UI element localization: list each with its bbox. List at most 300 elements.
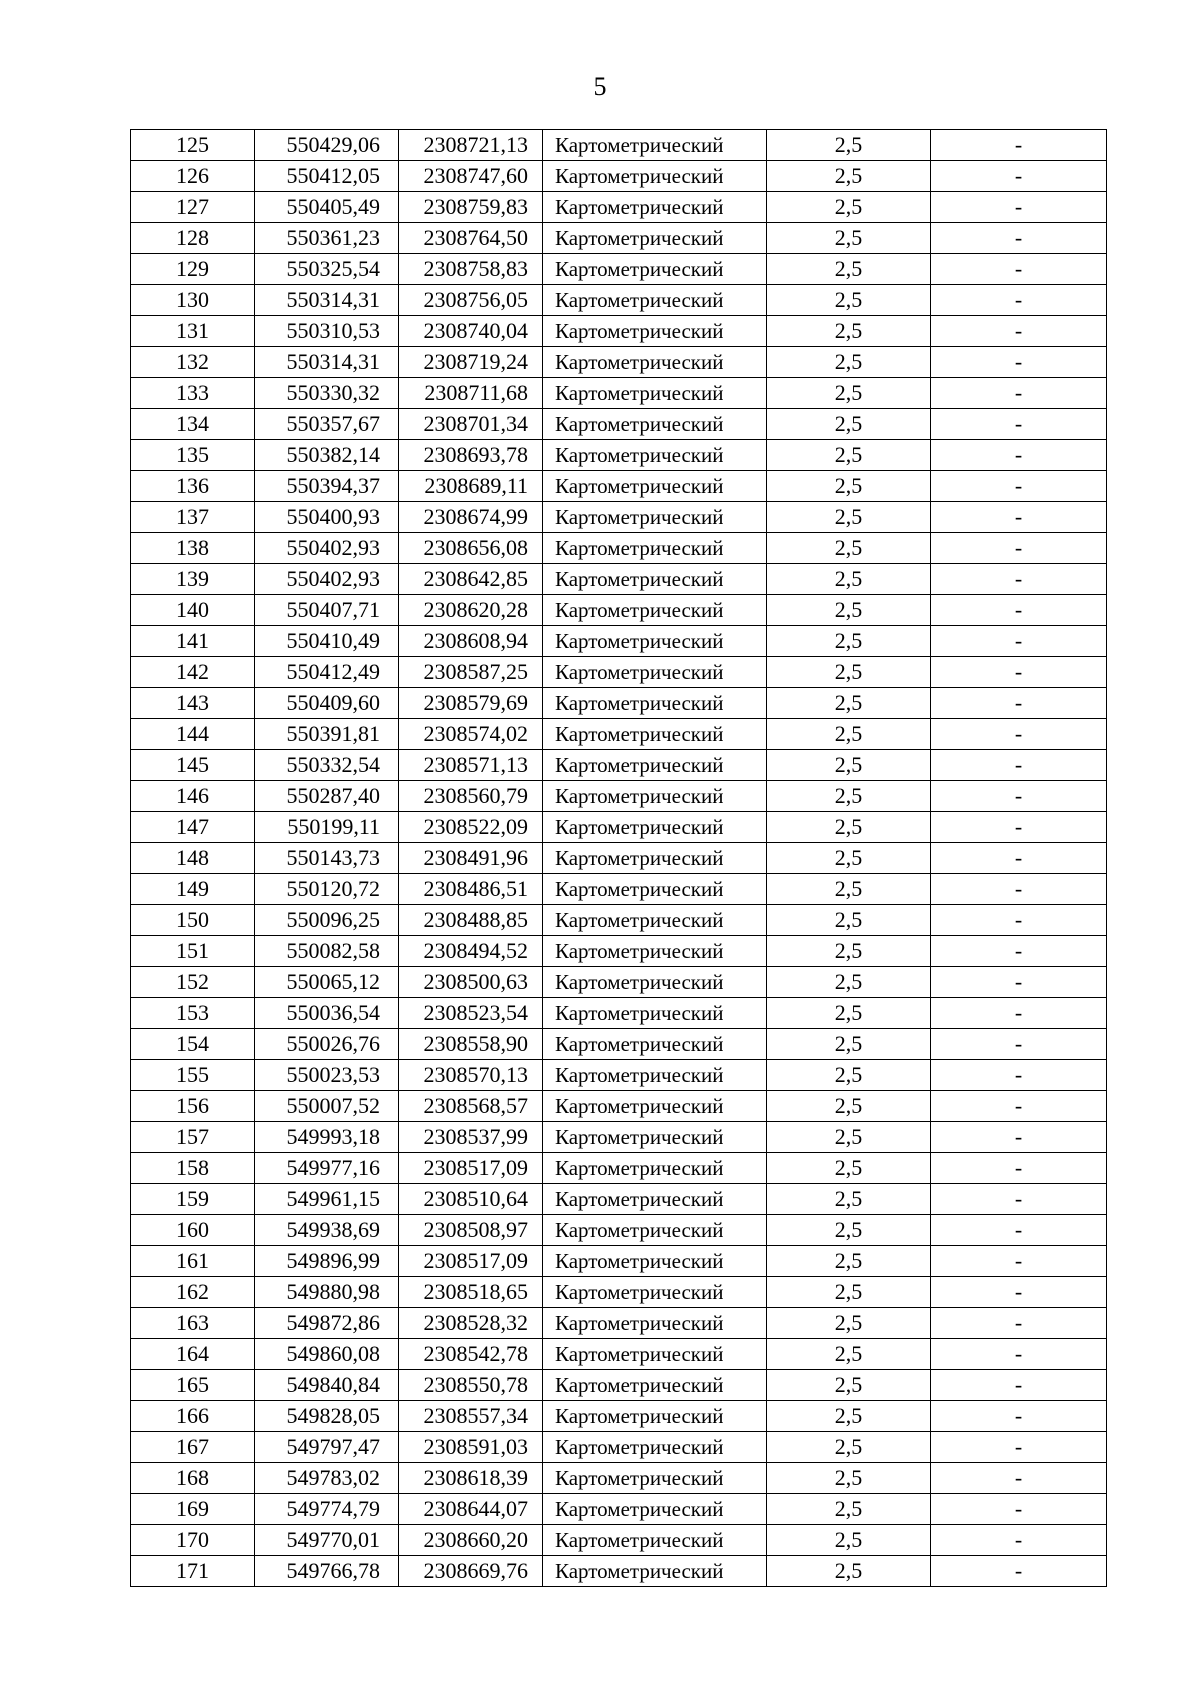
method-cell: Картометрический xyxy=(543,688,767,719)
note-cell: - xyxy=(931,812,1107,843)
point-number-cell: 131 xyxy=(131,316,255,347)
table-row xyxy=(131,1370,1107,1401)
note-cell: - xyxy=(931,1556,1107,1587)
y-coordinate-cell: 2308550,78 xyxy=(399,1370,543,1401)
note-cell: - xyxy=(931,409,1107,440)
table-row xyxy=(131,1308,1107,1339)
method-cell: Картометрический xyxy=(543,1091,767,1122)
y-coordinate-cell: 2308719,24 xyxy=(399,347,543,378)
x-coordinate-cell: 549783,02 xyxy=(255,1463,399,1494)
y-coordinate-cell: 2308570,13 xyxy=(399,1060,543,1091)
note-cell: - xyxy=(931,471,1107,502)
note-cell: - xyxy=(931,254,1107,285)
method-cell: Картометрический xyxy=(543,223,767,254)
x-coordinate-cell: 550409,60 xyxy=(255,688,399,719)
accuracy-cell: 2,5 xyxy=(767,440,931,471)
table-row xyxy=(131,967,1107,998)
accuracy-cell: 2,5 xyxy=(767,1370,931,1401)
point-number-cell: 168 xyxy=(131,1463,255,1494)
table-row xyxy=(131,316,1107,347)
x-coordinate-cell: 550082,58 xyxy=(255,936,399,967)
method-cell: Картометрический xyxy=(543,1215,767,1246)
table-row xyxy=(131,223,1107,254)
method-cell: Картометрический xyxy=(543,378,767,409)
point-number-cell: 128 xyxy=(131,223,255,254)
x-coordinate-cell: 550023,53 xyxy=(255,1060,399,1091)
method-cell: Картометрический xyxy=(543,192,767,223)
y-coordinate-cell: 2308574,02 xyxy=(399,719,543,750)
y-coordinate-cell: 2308510,64 xyxy=(399,1184,543,1215)
method-cell: Картометрический xyxy=(543,1122,767,1153)
y-coordinate-cell: 2308618,39 xyxy=(399,1463,543,1494)
accuracy-cell: 2,5 xyxy=(767,347,931,378)
note-cell: - xyxy=(931,1308,1107,1339)
y-coordinate-cell: 2308660,20 xyxy=(399,1525,543,1556)
method-cell: Картометрический xyxy=(543,626,767,657)
note-cell: - xyxy=(931,1029,1107,1060)
method-cell: Картометрический xyxy=(543,533,767,564)
y-coordinate-cell: 2308557,34 xyxy=(399,1401,543,1432)
x-coordinate-cell: 549872,86 xyxy=(255,1308,399,1339)
x-coordinate-cell: 549828,05 xyxy=(255,1401,399,1432)
accuracy-cell: 2,5 xyxy=(767,161,931,192)
y-coordinate-cell: 2308518,65 xyxy=(399,1277,543,1308)
note-cell: - xyxy=(931,1153,1107,1184)
y-coordinate-cell: 2308693,78 xyxy=(399,440,543,471)
method-cell: Картометрический xyxy=(543,1432,767,1463)
note-cell: - xyxy=(931,316,1107,347)
point-number-cell: 129 xyxy=(131,254,255,285)
point-number-cell: 138 xyxy=(131,533,255,564)
note-cell: - xyxy=(931,440,1107,471)
method-cell: Картометрический xyxy=(543,998,767,1029)
point-number-cell: 133 xyxy=(131,378,255,409)
point-number-cell: 156 xyxy=(131,1091,255,1122)
y-coordinate-cell: 2308558,90 xyxy=(399,1029,543,1060)
y-coordinate-cell: 2308568,57 xyxy=(399,1091,543,1122)
point-number-cell: 144 xyxy=(131,719,255,750)
x-coordinate-cell: 550391,81 xyxy=(255,719,399,750)
x-coordinate-cell: 550407,71 xyxy=(255,595,399,626)
note-cell: - xyxy=(931,223,1107,254)
method-cell: Картометрический xyxy=(543,1029,767,1060)
x-coordinate-cell: 549896,99 xyxy=(255,1246,399,1277)
table-row xyxy=(131,1060,1107,1091)
accuracy-cell: 2,5 xyxy=(767,595,931,626)
note-cell: - xyxy=(931,192,1107,223)
y-coordinate-cell: 2308537,99 xyxy=(399,1122,543,1153)
y-coordinate-cell: 2308644,07 xyxy=(399,1494,543,1525)
x-coordinate-cell: 550007,52 xyxy=(255,1091,399,1122)
method-cell: Картометрический xyxy=(543,564,767,595)
x-coordinate-cell: 549840,84 xyxy=(255,1370,399,1401)
point-number-cell: 166 xyxy=(131,1401,255,1432)
x-coordinate-cell: 549977,16 xyxy=(255,1153,399,1184)
y-coordinate-cell: 2308758,83 xyxy=(399,254,543,285)
x-coordinate-cell: 550096,25 xyxy=(255,905,399,936)
coordinates-table xyxy=(130,129,1107,1587)
y-coordinate-cell: 2308488,85 xyxy=(399,905,543,936)
y-coordinate-cell: 2308747,60 xyxy=(399,161,543,192)
method-cell: Картометрический xyxy=(543,1370,767,1401)
y-coordinate-cell: 2308523,54 xyxy=(399,998,543,1029)
y-coordinate-cell: 2308517,09 xyxy=(399,1246,543,1277)
table-row xyxy=(131,1246,1107,1277)
point-number-cell: 141 xyxy=(131,626,255,657)
accuracy-cell: 2,5 xyxy=(767,1432,931,1463)
note-cell: - xyxy=(931,1339,1107,1370)
point-number-cell: 169 xyxy=(131,1494,255,1525)
point-number-cell: 171 xyxy=(131,1556,255,1587)
table-row xyxy=(131,1122,1107,1153)
accuracy-cell: 2,5 xyxy=(767,130,931,161)
table-row xyxy=(131,781,1107,812)
y-coordinate-cell: 2308587,25 xyxy=(399,657,543,688)
accuracy-cell: 2,5 xyxy=(767,1339,931,1370)
point-number-cell: 142 xyxy=(131,657,255,688)
y-coordinate-cell: 2308689,11 xyxy=(399,471,543,502)
method-cell: Картометрический xyxy=(543,130,767,161)
point-number-cell: 126 xyxy=(131,161,255,192)
point-number-cell: 150 xyxy=(131,905,255,936)
point-number-cell: 152 xyxy=(131,967,255,998)
x-coordinate-cell: 550402,93 xyxy=(255,564,399,595)
accuracy-cell: 2,5 xyxy=(767,1494,931,1525)
point-number-cell: 130 xyxy=(131,285,255,316)
accuracy-cell: 2,5 xyxy=(767,1122,931,1153)
accuracy-cell: 2,5 xyxy=(767,812,931,843)
method-cell: Картометрический xyxy=(543,843,767,874)
y-coordinate-cell: 2308608,94 xyxy=(399,626,543,657)
x-coordinate-cell: 550400,93 xyxy=(255,502,399,533)
point-number-cell: 127 xyxy=(131,192,255,223)
x-coordinate-cell: 550287,40 xyxy=(255,781,399,812)
accuracy-cell: 2,5 xyxy=(767,409,931,440)
method-cell: Картометрический xyxy=(543,967,767,998)
x-coordinate-cell: 549860,08 xyxy=(255,1339,399,1370)
point-number-cell: 151 xyxy=(131,936,255,967)
method-cell: Картометрический xyxy=(543,440,767,471)
point-number-cell: 146 xyxy=(131,781,255,812)
table-row xyxy=(131,1215,1107,1246)
x-coordinate-cell: 550314,31 xyxy=(255,347,399,378)
note-cell: - xyxy=(931,1463,1107,1494)
note-cell: - xyxy=(931,130,1107,161)
method-cell: Картометрический xyxy=(543,471,767,502)
note-cell: - xyxy=(931,936,1107,967)
table-row xyxy=(131,192,1107,223)
accuracy-cell: 2,5 xyxy=(767,657,931,688)
note-cell: - xyxy=(931,1215,1107,1246)
table-row xyxy=(131,936,1107,967)
table-row xyxy=(131,471,1107,502)
point-number-cell: 134 xyxy=(131,409,255,440)
x-coordinate-cell: 550402,93 xyxy=(255,533,399,564)
y-coordinate-cell: 2308656,08 xyxy=(399,533,543,564)
note-cell: - xyxy=(931,1184,1107,1215)
page-number: 5 xyxy=(593,72,607,101)
y-coordinate-cell: 2308759,83 xyxy=(399,192,543,223)
note-cell: - xyxy=(931,1246,1107,1277)
x-coordinate-cell: 549993,18 xyxy=(255,1122,399,1153)
note-cell: - xyxy=(931,595,1107,626)
y-coordinate-cell: 2308571,13 xyxy=(399,750,543,781)
note-cell: - xyxy=(931,161,1107,192)
x-coordinate-cell: 550361,23 xyxy=(255,223,399,254)
point-number-cell: 157 xyxy=(131,1122,255,1153)
x-coordinate-cell: 550429,06 xyxy=(255,130,399,161)
note-cell: - xyxy=(931,1277,1107,1308)
note-cell: - xyxy=(931,285,1107,316)
x-coordinate-cell: 549766,78 xyxy=(255,1556,399,1587)
method-cell: Картометрический xyxy=(543,502,767,533)
point-number-cell: 132 xyxy=(131,347,255,378)
note-cell: - xyxy=(931,719,1107,750)
point-number-cell: 165 xyxy=(131,1370,255,1401)
point-number-cell: 167 xyxy=(131,1432,255,1463)
point-number-cell: 136 xyxy=(131,471,255,502)
method-cell: Картометрический xyxy=(543,254,767,285)
coordinates-table-body xyxy=(131,130,1107,1587)
accuracy-cell: 2,5 xyxy=(767,1029,931,1060)
table-row xyxy=(131,502,1107,533)
method-cell: Картометрический xyxy=(543,1060,767,1091)
x-coordinate-cell: 550325,54 xyxy=(255,254,399,285)
accuracy-cell: 2,5 xyxy=(767,1401,931,1432)
accuracy-cell: 2,5 xyxy=(767,316,931,347)
method-cell: Картометрический xyxy=(543,1401,767,1432)
note-cell: - xyxy=(931,347,1107,378)
x-coordinate-cell: 550382,14 xyxy=(255,440,399,471)
y-coordinate-cell: 2308620,28 xyxy=(399,595,543,626)
table-row xyxy=(131,1401,1107,1432)
accuracy-cell: 2,5 xyxy=(767,1525,931,1556)
x-coordinate-cell: 550330,32 xyxy=(255,378,399,409)
note-cell: - xyxy=(931,998,1107,1029)
method-cell: Картометрический xyxy=(543,1184,767,1215)
method-cell: Картометрический xyxy=(543,316,767,347)
y-coordinate-cell: 2308542,78 xyxy=(399,1339,543,1370)
table-row xyxy=(131,378,1107,409)
accuracy-cell: 2,5 xyxy=(767,1556,931,1587)
note-cell: - xyxy=(931,1122,1107,1153)
x-coordinate-cell: 550394,37 xyxy=(255,471,399,502)
note-cell: - xyxy=(931,1525,1107,1556)
x-coordinate-cell: 550405,49 xyxy=(255,192,399,223)
accuracy-cell: 2,5 xyxy=(767,874,931,905)
table-row xyxy=(131,626,1107,657)
table-row xyxy=(131,409,1107,440)
note-cell: - xyxy=(931,750,1107,781)
point-number-cell: 140 xyxy=(131,595,255,626)
table-row xyxy=(131,874,1107,905)
y-coordinate-cell: 2308669,76 xyxy=(399,1556,543,1587)
table-row xyxy=(131,1091,1107,1122)
method-cell: Картометрический xyxy=(543,874,767,905)
y-coordinate-cell: 2308721,13 xyxy=(399,130,543,161)
y-coordinate-cell: 2308491,96 xyxy=(399,843,543,874)
y-coordinate-cell: 2308494,52 xyxy=(399,936,543,967)
y-coordinate-cell: 2308642,85 xyxy=(399,564,543,595)
x-coordinate-cell: 549880,98 xyxy=(255,1277,399,1308)
note-cell: - xyxy=(931,781,1107,812)
note-cell: - xyxy=(931,1370,1107,1401)
table-row xyxy=(131,1525,1107,1556)
y-coordinate-cell: 2308740,04 xyxy=(399,316,543,347)
table-row xyxy=(131,595,1107,626)
y-coordinate-cell: 2308764,50 xyxy=(399,223,543,254)
point-number-cell: 148 xyxy=(131,843,255,874)
y-coordinate-cell: 2308701,34 xyxy=(399,409,543,440)
method-cell: Картометрический xyxy=(543,1463,767,1494)
x-coordinate-cell: 550357,67 xyxy=(255,409,399,440)
accuracy-cell: 2,5 xyxy=(767,1246,931,1277)
point-number-cell: 161 xyxy=(131,1246,255,1277)
note-cell: - xyxy=(931,843,1107,874)
table-row xyxy=(131,130,1107,161)
x-coordinate-cell: 550143,73 xyxy=(255,843,399,874)
accuracy-cell: 2,5 xyxy=(767,967,931,998)
x-coordinate-cell: 549961,15 xyxy=(255,1184,399,1215)
point-number-cell: 139 xyxy=(131,564,255,595)
point-number-cell: 155 xyxy=(131,1060,255,1091)
point-number-cell: 170 xyxy=(131,1525,255,1556)
x-coordinate-cell: 550310,53 xyxy=(255,316,399,347)
method-cell: Картометрический xyxy=(543,1153,767,1184)
note-cell: - xyxy=(931,626,1107,657)
accuracy-cell: 2,5 xyxy=(767,998,931,1029)
point-number-cell: 154 xyxy=(131,1029,255,1060)
table-row xyxy=(131,905,1107,936)
y-coordinate-cell: 2308486,51 xyxy=(399,874,543,905)
y-coordinate-cell: 2308674,99 xyxy=(399,502,543,533)
accuracy-cell: 2,5 xyxy=(767,223,931,254)
accuracy-cell: 2,5 xyxy=(767,719,931,750)
x-coordinate-cell: 550120,72 xyxy=(255,874,399,905)
point-number-cell: 149 xyxy=(131,874,255,905)
table-row xyxy=(131,440,1107,471)
note-cell: - xyxy=(931,967,1107,998)
note-cell: - xyxy=(931,1494,1107,1525)
x-coordinate-cell: 549938,69 xyxy=(255,1215,399,1246)
x-coordinate-cell: 549770,01 xyxy=(255,1525,399,1556)
accuracy-cell: 2,5 xyxy=(767,192,931,223)
x-coordinate-cell: 549797,47 xyxy=(255,1432,399,1463)
accuracy-cell: 2,5 xyxy=(767,564,931,595)
x-coordinate-cell: 550199,11 xyxy=(255,812,399,843)
point-number-cell: 145 xyxy=(131,750,255,781)
table-row xyxy=(131,564,1107,595)
y-coordinate-cell: 2308711,68 xyxy=(399,378,543,409)
method-cell: Картометрический xyxy=(543,1494,767,1525)
accuracy-cell: 2,5 xyxy=(767,1215,931,1246)
table-row xyxy=(131,998,1107,1029)
table-row xyxy=(131,750,1107,781)
point-number-cell: 135 xyxy=(131,440,255,471)
y-coordinate-cell: 2308756,05 xyxy=(399,285,543,316)
note-cell: - xyxy=(931,502,1107,533)
point-number-cell: 162 xyxy=(131,1277,255,1308)
accuracy-cell: 2,5 xyxy=(767,1463,931,1494)
note-cell: - xyxy=(931,533,1107,564)
method-cell: Картометрический xyxy=(543,409,767,440)
x-coordinate-cell: 550314,31 xyxy=(255,285,399,316)
accuracy-cell: 2,5 xyxy=(767,471,931,502)
note-cell: - xyxy=(931,1401,1107,1432)
method-cell: Картометрический xyxy=(543,1246,767,1277)
y-coordinate-cell: 2308508,97 xyxy=(399,1215,543,1246)
accuracy-cell: 2,5 xyxy=(767,843,931,874)
table-row xyxy=(131,533,1107,564)
method-cell: Картометрический xyxy=(543,1339,767,1370)
table-row xyxy=(131,1153,1107,1184)
x-coordinate-cell: 550026,76 xyxy=(255,1029,399,1060)
table-row xyxy=(131,1184,1107,1215)
point-number-cell: 125 xyxy=(131,130,255,161)
method-cell: Картометрический xyxy=(543,1277,767,1308)
note-cell: - xyxy=(931,905,1107,936)
accuracy-cell: 2,5 xyxy=(767,1091,931,1122)
method-cell: Картометрический xyxy=(543,719,767,750)
note-cell: - xyxy=(931,564,1107,595)
point-number-cell: 159 xyxy=(131,1184,255,1215)
table-row xyxy=(131,1029,1107,1060)
note-cell: - xyxy=(931,1091,1107,1122)
table-row xyxy=(131,1494,1107,1525)
accuracy-cell: 2,5 xyxy=(767,1060,931,1091)
x-coordinate-cell: 550412,49 xyxy=(255,657,399,688)
accuracy-cell: 2,5 xyxy=(767,254,931,285)
accuracy-cell: 2,5 xyxy=(767,1308,931,1339)
point-number-cell: 137 xyxy=(131,502,255,533)
x-coordinate-cell: 550412,05 xyxy=(255,161,399,192)
point-number-cell: 158 xyxy=(131,1153,255,1184)
y-coordinate-cell: 2308528,32 xyxy=(399,1308,543,1339)
accuracy-cell: 2,5 xyxy=(767,626,931,657)
table-row xyxy=(131,657,1107,688)
method-cell: Картометрический xyxy=(543,936,767,967)
note-cell: - xyxy=(931,874,1107,905)
y-coordinate-cell: 2308517,09 xyxy=(399,1153,543,1184)
table-row xyxy=(131,254,1107,285)
point-number-cell: 143 xyxy=(131,688,255,719)
x-coordinate-cell: 550332,54 xyxy=(255,750,399,781)
table-row xyxy=(131,1463,1107,1494)
table-row xyxy=(131,688,1107,719)
y-coordinate-cell: 2308500,63 xyxy=(399,967,543,998)
method-cell: Картометрический xyxy=(543,812,767,843)
accuracy-cell: 2,5 xyxy=(767,905,931,936)
method-cell: Картометрический xyxy=(543,347,767,378)
x-coordinate-cell: 550065,12 xyxy=(255,967,399,998)
table-row xyxy=(131,1277,1107,1308)
y-coordinate-cell: 2308591,03 xyxy=(399,1432,543,1463)
x-coordinate-cell: 550036,54 xyxy=(255,998,399,1029)
y-coordinate-cell: 2308579,69 xyxy=(399,688,543,719)
table-row xyxy=(131,161,1107,192)
point-number-cell: 164 xyxy=(131,1339,255,1370)
point-number-cell: 147 xyxy=(131,812,255,843)
method-cell: Картометрический xyxy=(543,285,767,316)
method-cell: Картометрический xyxy=(543,905,767,936)
method-cell: Картометрический xyxy=(543,1556,767,1587)
accuracy-cell: 2,5 xyxy=(767,936,931,967)
note-cell: - xyxy=(931,657,1107,688)
table-row xyxy=(131,1556,1107,1587)
table-row xyxy=(131,812,1107,843)
y-coordinate-cell: 2308522,09 xyxy=(399,812,543,843)
method-cell: Картометрический xyxy=(543,161,767,192)
